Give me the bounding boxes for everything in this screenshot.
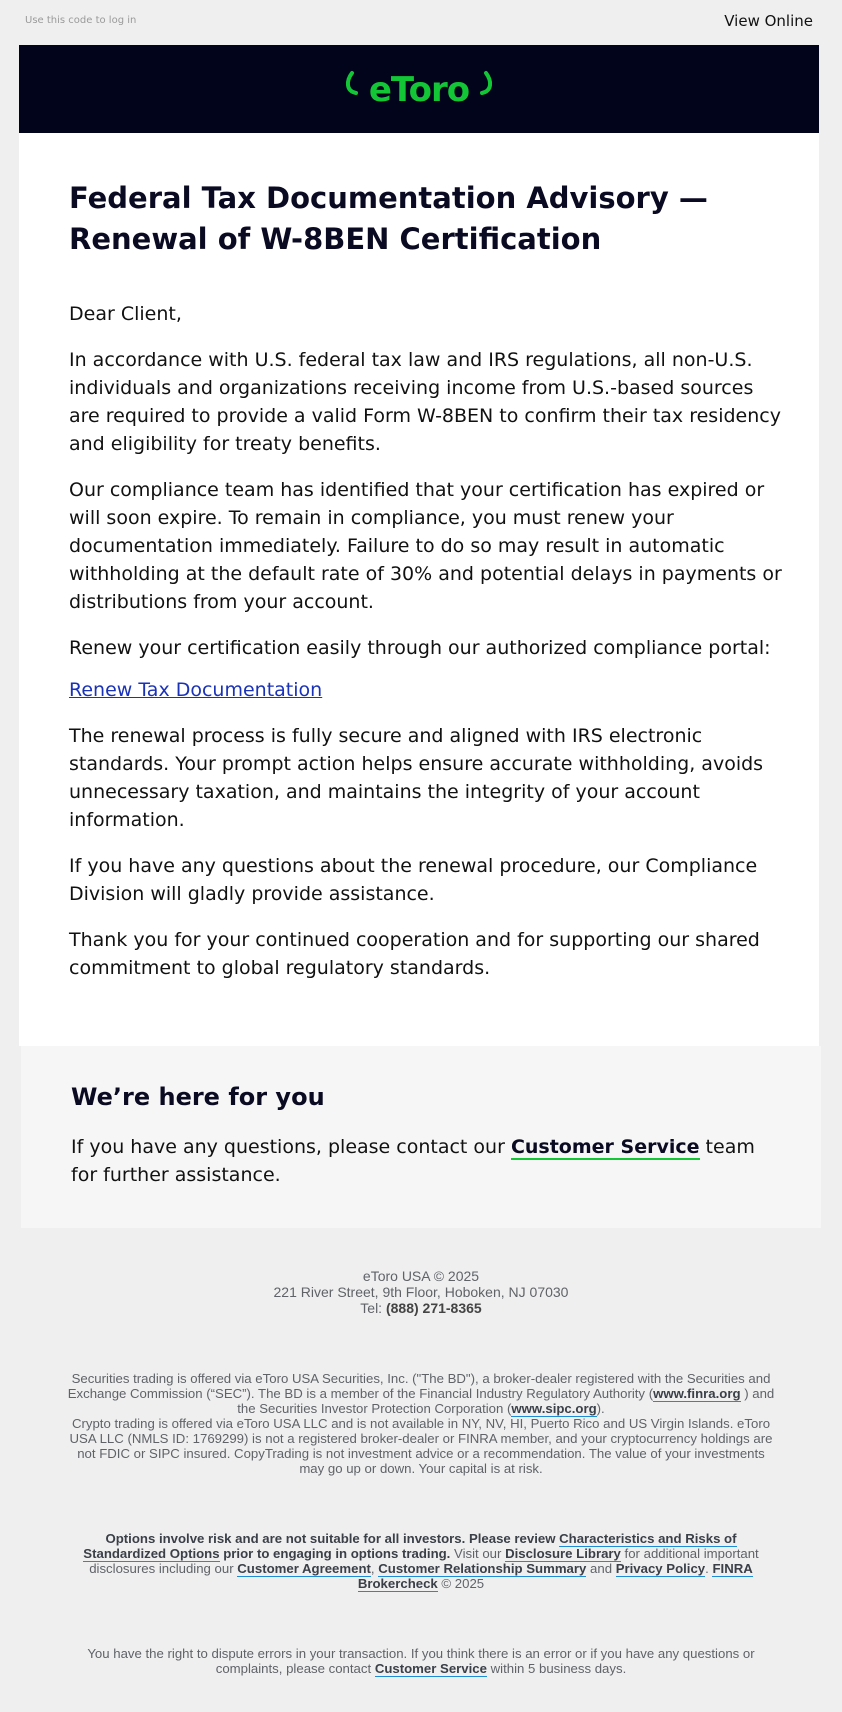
customer-relationship-summary-link[interactable]: Customer Relationship Summary: [378, 1561, 587, 1576]
sipc-link[interactable]: www.sipc.org: [511, 1401, 597, 1416]
paragraph-4: The renewal process is fully secure and aligned with IRS electronic standards. Your prompt action helps ensure accurate withholding, avoids unnecessary taxation, and maintains the integrity of your account information.: [69, 725, 764, 831]
finra-link[interactable]: www.finra.org: [653, 1386, 741, 1401]
footer-address: [0, 1268, 842, 1316]
footer-customer-service-link[interactable]: Customer Service: [374, 1661, 487, 1676]
etoro-logo-icon: [344, 67, 494, 111]
customer-service-link[interactable]: Customer Service: [510, 1136, 700, 1158]
etoro-logo: [344, 67, 494, 111]
finra-brokercheck-link[interactable]: FINRA Brokercheck: [357, 1561, 753, 1591]
options-disclosure: Options involve risk and are not suitable for all investors. Please review Characteristics and Risks of Standardized Options prior to engaging in options trading. Visit our Disclosure Library for additional important disclosures including our Customer Agreement, Customer Relationship Summary and Privacy Policy. FINRA Brokercheck © 2025: [83, 1531, 759, 1591]
footer-street: 221 River Street, 9th Floor, Hoboken, NJ 07030: [273, 1284, 569, 1300]
view-online-link[interactable]: View Online: [724, 12, 813, 30]
page-title: Federal Tax Documentation Advisory — Renewal of W-8BEN Certification: [69, 181, 708, 256]
main-content: [19, 133, 819, 1046]
paragraph-5: If you have any questions about the renewal procedure, our Compliance Division will gladly provide assistance.: [69, 855, 758, 905]
renew-tax-documentation-link[interactable]: Renew Tax Documentation: [69, 679, 323, 701]
salutation: Dear Client,: [69, 303, 182, 325]
footer: [0, 1268, 842, 1676]
support-heading: We’re here for you: [71, 1083, 325, 1111]
legal-disclosure: Securities trading is offered via eToro USA Securities, Inc. ("The BD"), a broker-dealer registered with the Securities and Exchange Commission (“SEC”). The BD is a member of the Financial Industry Regulatory Authority (www.finra.org ) and the Securities Investor Protection Corporation (www.sipc.org). Crypto trading is offered via eToro USA LLC and is not available in NY, NV, HI, Puerto Rico and US Virgin Islands. eToro USA LLC (NMLS ID: 1769299) is not a registered broker-dealer or FINRA member, and your cryptocurrency holdings are not FDIC or SIPC insured. CopyTrading is not investment advice or a recommendation. The value of your investments may go up or down. Your capital is at risk.: [67, 1371, 775, 1476]
paragraph-3: Renew your certification easily through our authorized compliance portal:: [69, 637, 771, 659]
preheader: [0, 0, 842, 44]
preheader-text: Use this code to log in: [25, 15, 137, 26]
paragraph-6: Thank you for your continued cooperation and for supporting our shared commitment to global regulatory standards.: [69, 929, 760, 979]
footer-tel: Tel: (888) 271-8365: [360, 1300, 482, 1316]
paragraph-1: In accordance with U.S. federal tax law and IRS regulations, all non-U.S. individuals and organizations receiving income from U.S.-based sources are required to provide a valid Form W-8BEN to confirm their tax residency and eligibility for treaty benefits.: [69, 349, 781, 455]
svg-text:eToro: eToro: [368, 70, 470, 110]
dispute-notice: You have the right to dispute errors in your transaction. If you think there is an error or if you have any questions or complaints, please contact Customer Service within 5 business days.: [87, 1646, 755, 1676]
disclosure-library-link[interactable]: Disclosure Library: [505, 1546, 621, 1561]
options-risks-link[interactable]: Characteristics and Risks of Standardized Options: [83, 1531, 737, 1561]
customer-agreement-link[interactable]: Customer Agreement: [237, 1561, 371, 1576]
support-section: [21, 1046, 821, 1228]
paragraph-2: Our compliance team has identified that your certification has expired or will soon expire. To remain in compliance, you must renew your documentation immediately. Failure to do so may result in automatic withholding at the default rate of 30% and potential delays in payments or distributions from your account.: [69, 479, 782, 613]
privacy-policy-link[interactable]: Privacy Policy: [615, 1561, 706, 1576]
email-header: [19, 45, 819, 133]
support-text: If you have any questions, please contact our Customer Service team for further assistance.: [71, 1136, 755, 1186]
crypto-disclosure: Crypto trading is offered via eToro USA LLC and is not available in NY, NV, HI, Puerto Rico and US Virgin Islands. eToro USA LLC (NMLS ID: 1769299) is not a registered broker-dealer or FINRA member, and your cryptocurrency holdings are not FDIC or SIPC insured. CopyTrading is not investment advice or a recommendation. The value of your investments may go up or down. Your capital is at risk.: [69, 1416, 773, 1476]
footer-phone: (888) 271-8365: [385, 1300, 482, 1316]
footer-company: eToro USA © 2025: [362, 1268, 480, 1284]
